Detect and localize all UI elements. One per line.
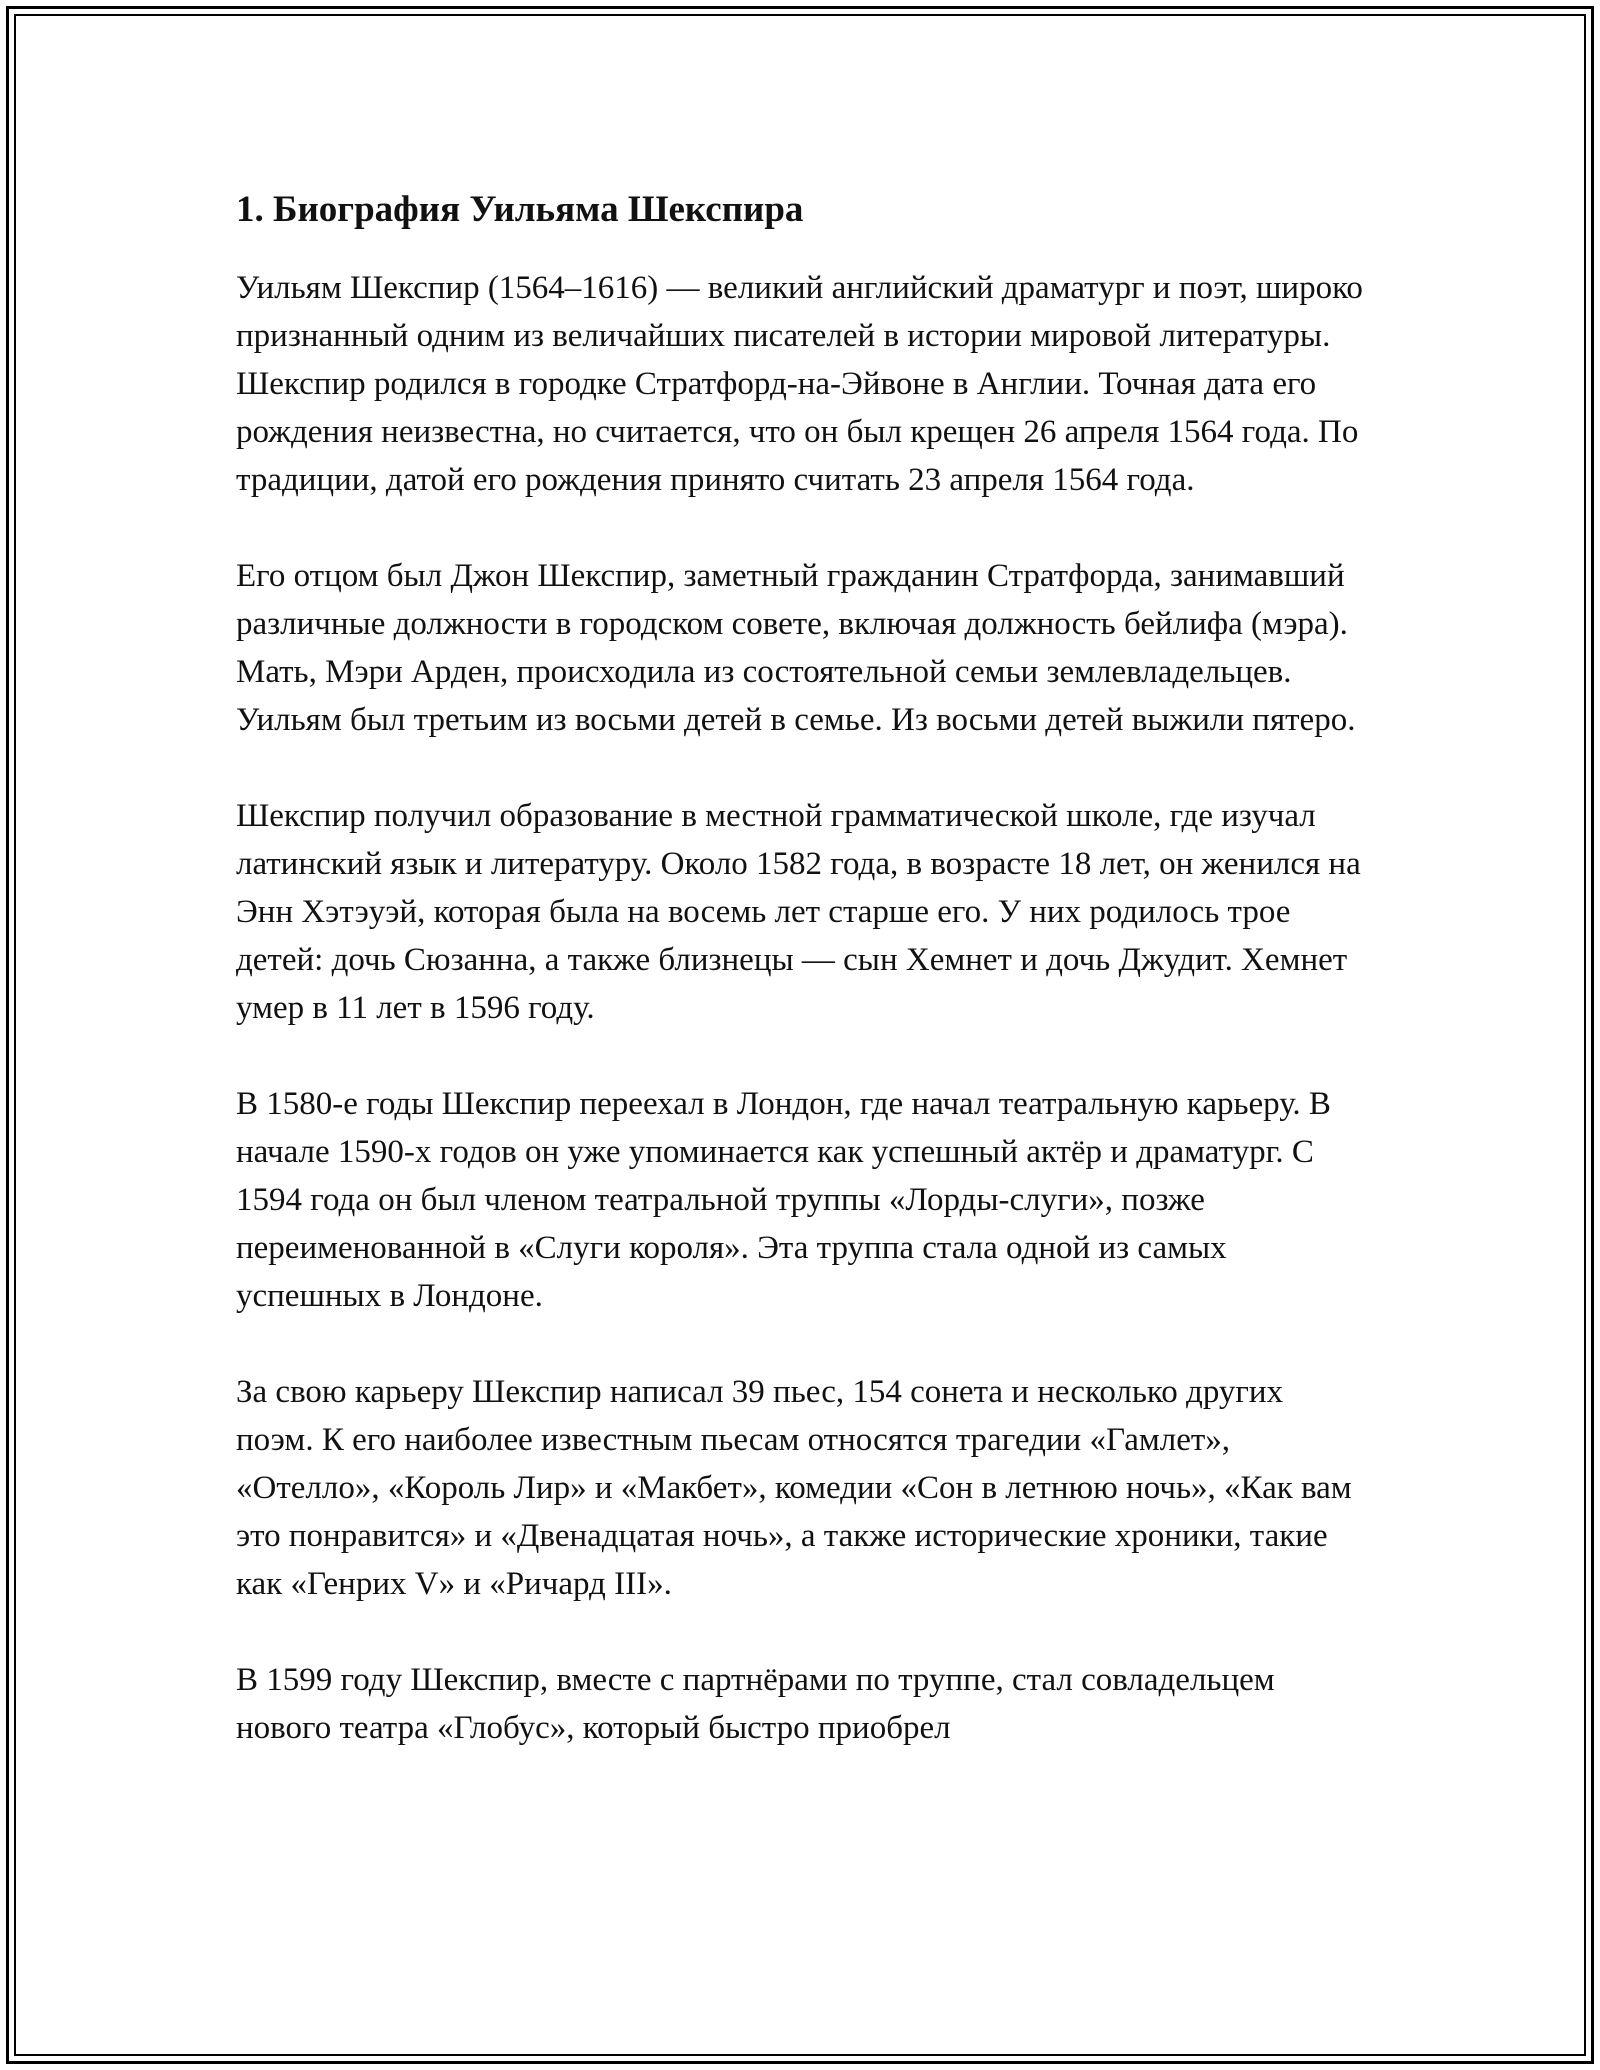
section-heading: 1. Биография Уильяма Шекспира bbox=[236, 189, 804, 230]
paragraph-london-career: В 1580-е годы Шекспир переехал в Лондон, где начал театральную карьеру. В начале 1590-х годов он уже упоминается как успешный актёр и драматург. С 1594 года он был членом театральной труппы «Лорды-слуги», позже переименованной в «Слуги короля». Эта труппа стала одной из самых успешных в Лондоне. bbox=[236, 1086, 1331, 1315]
paragraph-education-marriage: Шекспир получил образование в местной грамматической школе, где изучал латинский язык и литературу. Около 1582 года, в возрасте 18 лет, он женился на Энн Хэтэуэй, которая была на восемь лет старше его. У них родилось трое детей: дочь Сюзанна, а также близнецы — сын Хемнет и дочь Джудит. Хемнет умер в 11 лет в 1596 году. bbox=[236, 798, 1361, 1027]
paragraph-works: За свою карьеру Шекспир написал 39 пьес, 154 сонета и несколько других поэм. К его наиболее известным пьесам относятся трагедии «Гамлет», «Отелло», «Король Лир» и «Макбет», комедии «Сон в летнюю ночь», «Как вам это понравится» и «Двенадцатая ночь», а также исторические хроники, такие как «Генрих V» и «Ричард III». bbox=[236, 1374, 1352, 1603]
document-body bbox=[236, 186, 1366, 1800]
paragraph-birth: Уильям Шекспир (1564–1616) — великий английский драматург и поэт, широко признанный одним из величайших писателей в истории мировой литературы. Шекспир родился в городке Стратфорд-на-Эйвоне в Англии. Точная дата его рождения неизвестна, но считается, что он был крещен 26 апреля 1564 года. По традиции, датой его рождения принято считать 23 апреля 1564 года. bbox=[236, 270, 1363, 499]
paragraph-family: Его отцом был Джон Шекспир, заметный гражданин Стратфорда, занимавший различные должности в городском совете, включая должность бейлифа (мэра). Мать, Мэри Арден, происходила из состоятельной семьи землевладельцев. Уильям был третьим из восьми детей в семье. Из восьми детей выжили пятеро. bbox=[236, 558, 1356, 739]
paragraph-globe-theatre: В 1599 году Шекспир, вместе с партнёрами по труппе, стал совладельцем нового театра «Глобус», который быстро приобрел bbox=[236, 1662, 1275, 1747]
